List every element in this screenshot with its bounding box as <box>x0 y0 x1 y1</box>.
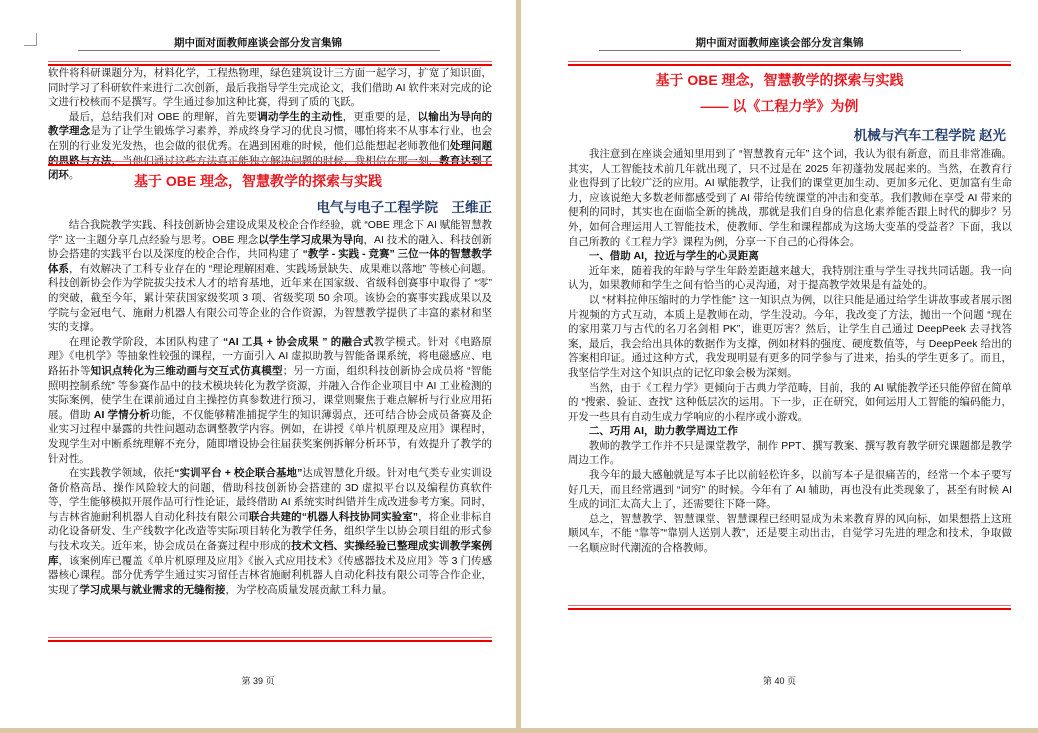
bold-text: 以学生学习成果为导向 <box>258 234 364 246</box>
text-run: ，更重要的是， <box>342 111 418 123</box>
bold-text: 调动学生的主动性 <box>257 111 343 123</box>
header-underline <box>599 50 961 51</box>
text-run: 。 <box>68 170 80 182</box>
red-double-rule <box>48 161 492 166</box>
text-run: 最后，总结我们对 OBE 的理解，首先要 <box>68 111 258 123</box>
paragraph <box>568 294 1012 382</box>
paragraph <box>568 148 1012 250</box>
paragraph <box>568 265 1012 294</box>
running-header: 期中面对面教师座谈会部分发言集锦 <box>695 37 864 49</box>
article-title: 基于 OBE 理念，智慧教学的探索与实践 <box>133 173 383 189</box>
running-header: 期中面对面教师座谈会部分发言集锦 <box>174 37 342 49</box>
continuation-text <box>48 67 492 184</box>
red-double-rule <box>48 61 492 66</box>
red-double-rule <box>568 61 1011 66</box>
text-run: 结合我院教学实践、科技创新协会建设成果及校企合作经验，就 “OBE 理念下 AI 赋能智慧教学” 这一主题分享几点经验与思考。OBE 理念 <box>48 220 492 246</box>
article-subtitle: —— 以《工程力学》为例 <box>700 98 859 114</box>
text-run: 我注意到在座谈会通知里用到了 “智慧教育元年” 这个词，我认为很有新意，而且非常准确。其实，人工智能技术前几年就出现了，只不过是在 2025 年初蓬勃发展起来的。当然，在教育行业也得到了比较广泛的应用。AI 赋能教学，让我们的课堂更加生动、更加多元化、更加富有生命力，应该说绝大多数老师都感受到了 AI 带给传统课堂的冲击和变革。我们教师在享受 AI 带来的便利的同时，其实也在面临全新的挑战，那就是我们自身的信息化素养能否跟上时代的脚步？另外，如何合理运用人工智能技术，使教师、学生和课程都成为这场大变革的受益者？下面，我以自己所教的《工程力学》课程为例，分享一下自己的心得体会。 <box>568 149 1012 248</box>
text-run: ，有效解决了工科专业存在的 “理论理解困难、实践场景缺失、成果难以落地” 等核心问题。科技创新协会作为学院拔尖技术人才的培育基地，近年来在国家级、省级科创赛事中取得了 “零” 的突破，截至今年，累计荣获国家级奖项 3 项、省级奖项 50 余项。该协会的赛事实践成果以及学院与金冠电气、施耐力机器人有限公司等企业的合作资源，为智慧教学提供了丰富的素材和坚实的支撑。 <box>48 263 492 334</box>
article-author: 电气与电子工程学院 王维正 <box>316 200 492 215</box>
bold-text: 以输出为导向的教学理念 <box>48 111 493 138</box>
paragraph <box>568 513 1012 557</box>
text-run: 功能，不仅能够精准捕捉学生的知识薄弱点，还可结合协会成员备赛及企业实习过程中暴露的共性问题动态调整教学内容。例如，在讲授《单片机原理及应用》课程时，发现学生对中断系统理解不充分，随即增设协会往届获奖案例拆解分析环节，有效提升了教学的针对性。 <box>48 409 492 465</box>
bold-text: AI 学情分析 <box>93 409 151 421</box>
paragraph <box>48 219 492 336</box>
bold-text: 教育达到了闭环 <box>48 155 493 182</box>
article-body <box>568 148 1012 557</box>
text-run: 当然，由于《工程力学》更倾向于古典力学范畴，目前，我的 AI 赋能教学还只能停留在简单的 “搜索、验证、查找” 这种低层次的运用。下一步，正在研究，如何运用人工智能的编码能力，开发一些具有自动生成力学响应的小程序或小游戏。 <box>568 382 1012 423</box>
section-heading <box>568 250 1012 265</box>
bold-text: “教学 - 实践 - 竞赛” 三位一体的智慧教学体系 <box>48 249 492 275</box>
bold-text: 联合共建的“机器人科技协同实验室” <box>248 511 419 523</box>
section-heading <box>568 425 1012 440</box>
bold-text: 技术文档、实操经验已整理成实训教学案例库 <box>48 541 493 567</box>
article-body <box>48 219 492 598</box>
red-double-rule <box>568 605 1011 610</box>
text-run: 以 “材料拉伸压缩时的力学性能” 这一知识点为例，以往只能是通过给学生讲故事或者展示图片视频的方式互动，本质上是教师在动，学生没动。今年，我改变了方法，抛出一个问题 “现在的家用菜刀与古代的名刀名剑相 PK”，谁更厉害？然后，让学生自己通过 DeepPeek 去寻找答案，最后，我会给出具体的数据作为支撑，例如材料的强度、硬度数值等，与 DeepPeek 给出的答案相印证。通过这种方式，我发现明显有更多的同学参与了进来，抬头的学生更多了。而且，我坚信学生对这个知识点的记忆印象会极为深刻。 <box>568 294 1012 379</box>
article-author: 机械与汽车工程学院 赵光 <box>853 128 1006 143</box>
page-number: 第 39 页 <box>241 676 275 686</box>
paragraph <box>568 469 1012 513</box>
bold-text: 学习成果与就业需求的无缝衔接 <box>79 584 226 596</box>
text-run: ，AI 技术的融入、科技创新协会搭建的实践平台以及深度的校企合作，共同构建了 <box>48 234 493 261</box>
bold-text: 二、巧用 AI，助力教学周边工作 <box>588 426 738 438</box>
paragraph <box>48 467 492 598</box>
page-40 <box>521 0 1038 728</box>
bold-text: “实训平台 + 校企联合基地” <box>174 468 303 480</box>
red-double-rule <box>48 637 492 642</box>
text-run: 在实践教学领域，依托 <box>68 468 175 480</box>
paragraph <box>48 67 492 111</box>
page-39 <box>0 0 516 728</box>
text-run: 教师的教学工作并不只是课堂教学，制作 PPT、撰写教案、撰写教育教学研究课题都是教学周边工作。 <box>568 440 1012 467</box>
text-run: ，将企业非标自动化设备研发、生产线数字化改造等实际项目转化为教学任务，组织学生以协会项目组的形式参与技术攻关。近年来，协会成员在备赛过程中形成的 <box>48 511 493 553</box>
paragraph <box>48 336 492 467</box>
text-run: ，当他们通过这些方法真正能独立解决问题的时候，我相信在那一刻， <box>111 155 440 167</box>
text-run: 教学模式。针对《电路原理》《电机学》等抽象性较强的课程，一方面引入 AI 虚拟助教与智能备课系统，将电磁感应、电路拓扑等 <box>48 336 492 377</box>
text-run: 软件将科研课题分为，材料化学，工程热物理，绿色建筑设计三方面一起学习，扩宽了知识面，同时学习了科研软件来进行二次创新，最后我指导学生完成论文，我们借助 AI 软件来对完成的论文进行校核而不是撰写。学生通过参加这种比赛，得到了质的飞跃。 <box>48 68 492 109</box>
text-run: 达成智慧化升级。针对电气类专业实训设备价格高昂、操作风险较大的问题，借助科技创新协会搭建的 3D 虚拟平台以及编程仿真软件等，学生能够模拟开展作品可行性论证，最终借助 AI 系统实时纠错并生成改进参考方案。同时，与吉林省施耐利机器人自动化科技有限公司 <box>48 468 493 523</box>
text-run: 总之，智慧教学、智慧课堂、智慧课程已经明显成为未来教育界的风向标，如果想搭上这班顺风车，不能 “靠等”“靠别人送别人教”，还是要主动出击，自觉学习先进的理念和技术，争取做一名顺应时代潮流的合格教师。 <box>568 513 1012 555</box>
bold-text: 处理问题的思路与方法 <box>48 140 493 167</box>
text-run: ，该案例库已覆盖《单片机原理及应用》《嵌入式应用技术》《传感器技术及应用》等 3 门传感器核心课程。部分优秀学生通过实习留任吉林省施耐利机器人自动化科技有限公司等合作企业，实现了 <box>48 555 493 596</box>
text-run: 是为了让学生锻炼学习素养，养成终身学习的优良习惯，哪怕将来不从事本行业，也会在别的行业发光发热，也会做的很优秀。在遇到困难的时候，他们总能想起老师教他们 <box>48 126 493 152</box>
text-run: 近年来，随着我的年龄与学生年龄差距越来越大，我特别注重与学生寻找共同话题。我一向认为，如果教师和学生之间有恰当的心灵沟通，对于提高教学效果是有益处的。 <box>568 265 1012 292</box>
paragraph <box>568 440 1012 469</box>
text-run: 我今年的最大感触就是写本子比以前轻松许多，以前写本子是很痛苦的，经常一个本子要写好几天，而且经常遇到 “词穷” 的时候。今年有了 AI 辅助，再也没有此类现象了，甚至有时候 AI 生成的词汇太高大上了，还需要往下降一降。 <box>568 470 1012 511</box>
text-run: ，为学校高质量发展贡献工科力量。 <box>225 584 393 596</box>
article-title: 基于 OBE 理念，智慧教学的探索与实践 <box>655 72 904 88</box>
bold-text: 知识点转化为三维动画与交互式仿真模型 <box>90 365 283 377</box>
text-run: ；另一方面，组织科技创新协会成员将 “智能照明控制系统” 等参赛作品中的技术模块转化为教学资源，并融入合作企业项目中 AI 工业检测的实际案例，使学生在课前通过自主操控仿真参数进行预习，课堂则聚焦于难点解析与行业应用拓展。借助 <box>48 365 492 421</box>
header-underline <box>78 50 440 51</box>
page-number: 第 40 页 <box>762 676 796 686</box>
text-run: 在理论教学阶段，本团队构建了 <box>68 336 223 348</box>
bold-text: 一、借助 AI，拉近与学生的心灵距离 <box>588 251 759 263</box>
bold-text: “AI 工具 + 协会成果 ” 的融合式 <box>222 336 374 348</box>
paragraph <box>568 382 1012 426</box>
